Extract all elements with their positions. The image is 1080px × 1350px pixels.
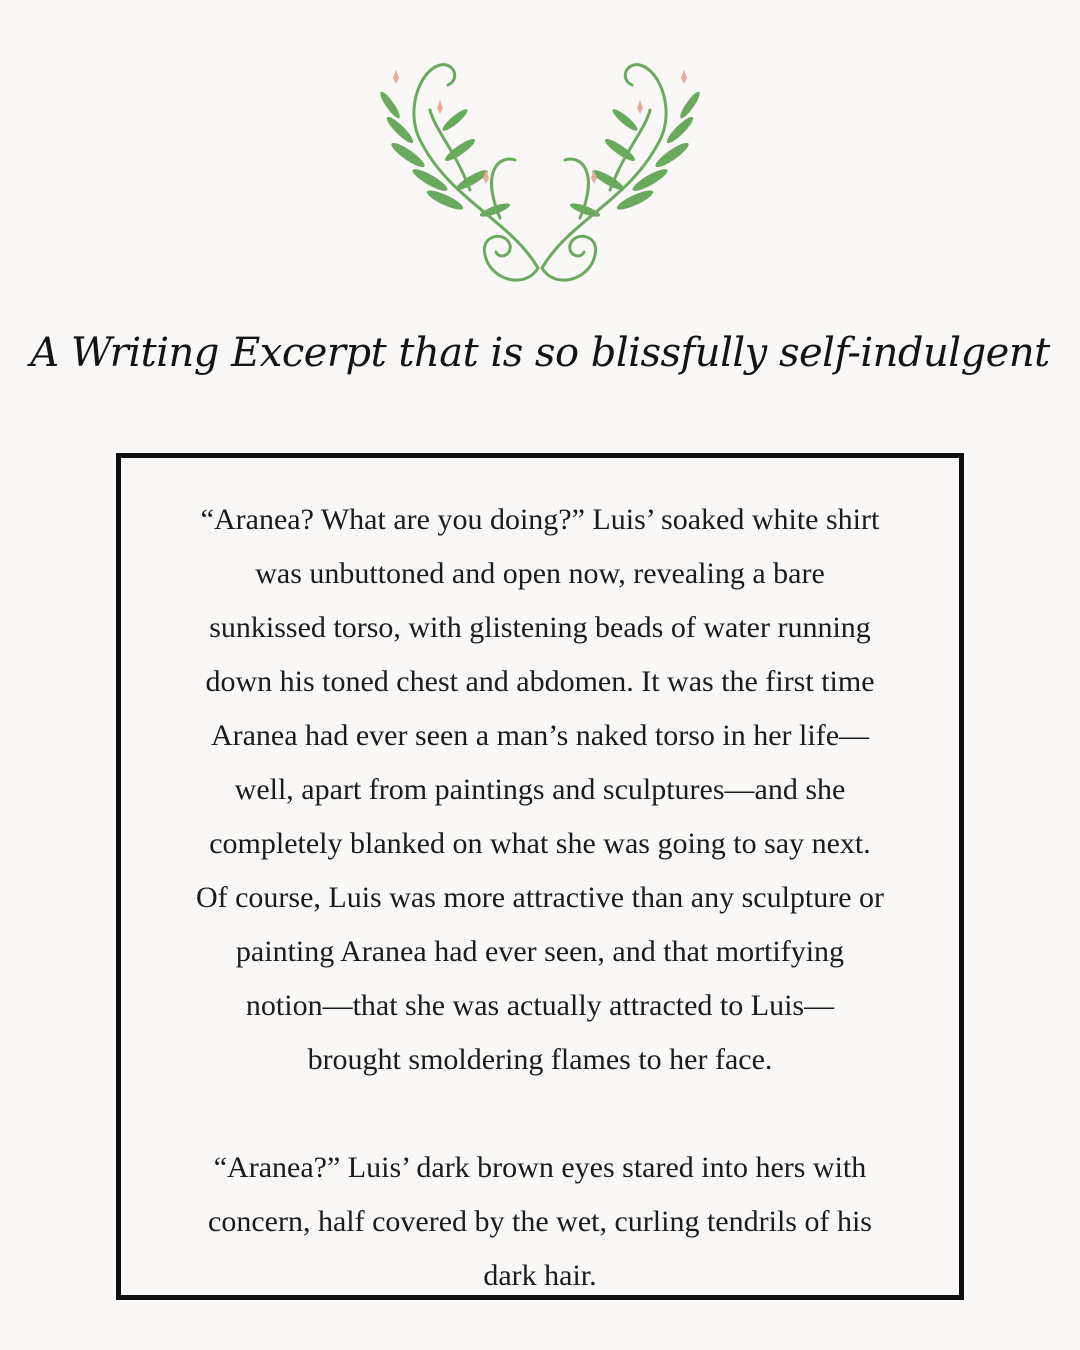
excerpt-line: Aranea had ever seen a man’s naked torso in her life—	[210, 719, 870, 752]
excerpt-line: brought smoldering flames to her face.	[307, 1043, 773, 1076]
floral-vine-icon	[360, 50, 720, 290]
excerpt-line: Of course, Luis was more attractive than any sculpture or	[195, 881, 885, 914]
excerpt-line: dark hair.	[483, 1259, 597, 1292]
excerpt-line: completely blanked on what she was going to say next.	[209, 827, 871, 860]
excerpt-line: well, apart from paintings and sculptures—and she	[234, 773, 846, 806]
excerpt-line: painting Aranea had ever seen, and that mortifying	[235, 935, 845, 968]
excerpt-line: sunkissed torso, with glistening beads of water running	[209, 611, 871, 644]
excerpt-box	[116, 453, 964, 1300]
excerpt-line: was unbuttoned and open now, revealing a bare	[255, 557, 825, 590]
excerpt-line: “Aranea? What are you doing?” Luis’ soaked white shirt	[200, 503, 880, 536]
excerpt-paragraph-1	[121, 493, 959, 1087]
excerpt-line: notion—that she was actually attracted to Luis—	[245, 989, 835, 1022]
excerpt-line: down his toned chest and abdomen. It was the first time	[205, 665, 875, 698]
excerpt-line: “Aranea?” Luis’ dark brown eyes stared into hers with	[213, 1151, 867, 1184]
excerpt-paragraph-2	[121, 1141, 959, 1300]
page-title: A Writing Excerpt that is so blissfully self-indulgent	[30, 330, 1050, 376]
excerpt-line: concern, half covered by the wet, curling tendrils of his	[208, 1205, 872, 1238]
